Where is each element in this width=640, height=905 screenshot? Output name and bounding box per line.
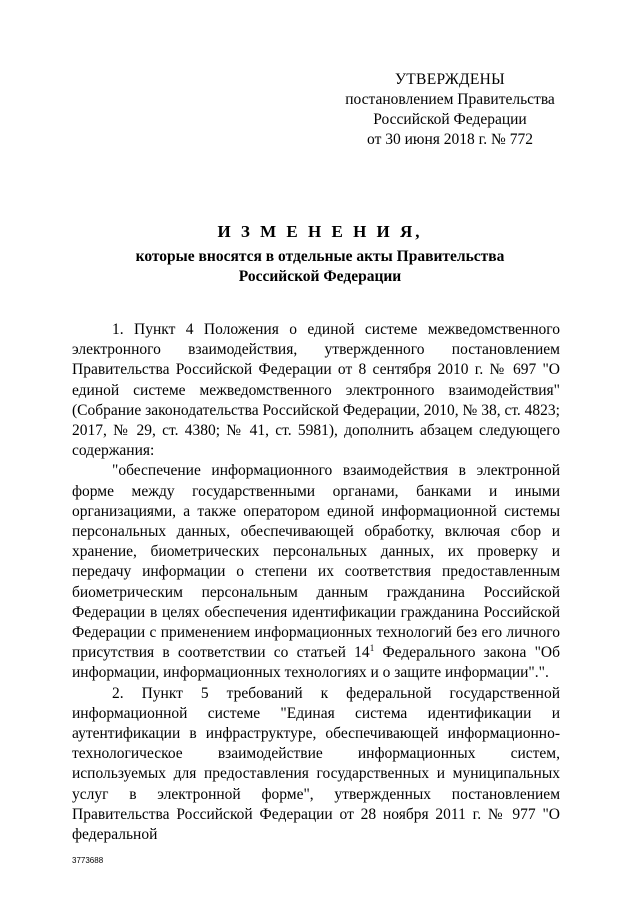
paragraph-2: 2. Пункт 5 требований к федеральной государственной информационной системе "Единая система идентификации и аутентификации в инфраструктуре, обеспечивающей информационно-технологическое взаимодействие информационных систем, используемых для предоставления государственных и муниципальных услуг в электронной форме", утвержденных постановлением Правительства Российской Федерации от 28 ноября 2011 г. № 977 "О федеральной: [72, 684, 560, 844]
approval-line: Российской Федерации: [373, 111, 527, 128]
approval-title: УТВЕРЖДЕНЫ: [395, 71, 505, 88]
paragraph-quote: [72, 461, 560, 683]
quote-text: "обеспечение информационного взаимодействия в электронной форме между государственными органами, банками и иными организациями, а также оператором единой информационной системы персональных данных, обеспечивающей обработку, включая сбор и хранение, биометрических персональных данных, их проверку и передачу информации о степени их соответствия предоставленным биометрическим персональным данным гражданина Российской Федерации в целях обеспечения идентификации гражданина Российской Федерации с применением информационных технологий без его личного присутствия в соответствии со статьей 14: [72, 462, 560, 662]
approval-stamp: [330, 70, 570, 150]
subtitle-line: Российской Федерации: [238, 268, 402, 285]
subtitle-line: которые вносятся в отдельные акты Правительства: [135, 248, 505, 265]
document-number: 3773688: [72, 856, 104, 865]
document-body: [72, 320, 560, 845]
document-title: И З М Е Н Е Н И Я,: [217, 222, 423, 241]
document-subtitle: [90, 247, 550, 287]
paragraph-1: 1. Пункт 4 Положения о единой системе межведомственного электронного взаимодействия, утвержденного постановлением Правительства Российской Федерации от 8 сентября 2010 г. № 697 "О единой системе межведомственного электронного взаимодействия" (Собрание законодательства Российской Федерации, 2010, № 38, ст. 4823; 2017, № 29, ст. 4380; № 41, ст. 5981), дополнить абзацем следующего содержания:: [72, 321, 560, 460]
quote-text-end: Федерального закона "Об информации, информационных технологиях и о защите информации".".: [72, 644, 560, 682]
approval-line: постановлением Правительства: [345, 91, 555, 108]
superscript: 1: [369, 643, 375, 654]
approval-date-number: от 30 июня 2018 г. № 772: [367, 131, 533, 148]
